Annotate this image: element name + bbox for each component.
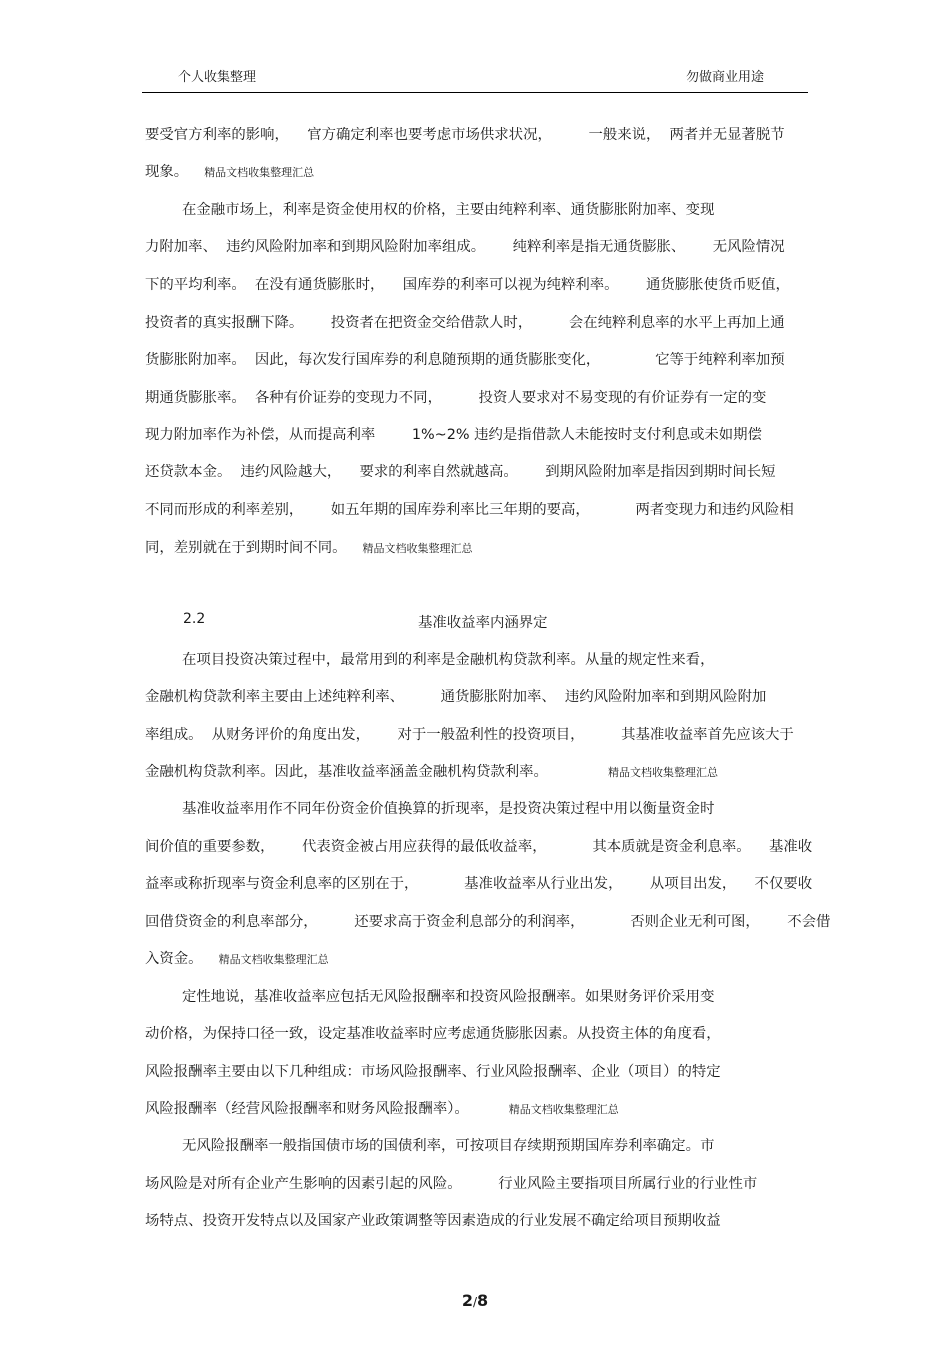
line-text: 力附加率、 违约风险附加率和到期风险附加率组成。 纯粹利率是指无通货膨胀、 无风险情况	[145, 239, 785, 255]
body-line	[145, 874, 812, 894]
watermark-note: 精品文档收集整理汇总	[508, 1103, 619, 1116]
page-header	[142, 66, 808, 93]
body-line	[145, 388, 766, 408]
watermark-note: 精品文档收集整理汇总	[607, 766, 718, 779]
body-line	[145, 1062, 721, 1082]
line-text: 货膨胀附加率。 因此，每次发行国库券的利息随预期的通货膨胀变化， 它等于纯粹利率加预	[145, 352, 785, 368]
header-right-text: 勿做商业用途	[685, 70, 764, 85]
line-text: 期通货膨胀率。 各种有价证券的变现力不同， 投资人要求对不易变现的有价证券有一定的变	[145, 390, 767, 406]
body-line	[145, 1099, 619, 1120]
line-text: 率组成。 从财务评价的角度出发， 对于一般盈利性的投资项目， 其基准收益率首先应该大于	[145, 727, 794, 743]
line-text: 还贷款本金。 违约风险越大， 要求的利率自然就越高。 到期风险附加率是指因到期时间长短	[145, 464, 776, 480]
line-text: 风险报酬率（经营风险报酬率和财务风险报酬率）。	[145, 1101, 469, 1117]
line-text: 无风险报酬率一般指国债市场的国债利率，可按项目存续期预期国库券利率确定。市	[182, 1138, 715, 1154]
line-text: 动价格，为保持口径一致，设定基准收益率时应考虑通货膨胀因素。从投资主体的角度看，	[145, 1026, 721, 1042]
line-text: 现象。	[145, 164, 189, 180]
body-line	[145, 912, 830, 932]
body-line	[145, 237, 785, 257]
line-text: 风险报酬率主要由以下几种组成：市场风险报酬率、行业风险报酬率、企业（项目）的特定	[145, 1064, 721, 1080]
body-line	[145, 1211, 721, 1231]
watermark-note: 精品文档收集整理汇总	[204, 166, 315, 179]
body-line	[145, 275, 790, 295]
line-text: 金融机构贷款利率主要由上述纯粹利率、 通货膨胀附加率、 违约风险附加率和到期风险附加	[145, 689, 767, 705]
body-line	[145, 538, 472, 559]
body-line	[182, 200, 714, 220]
body-line	[145, 350, 785, 370]
line-text: 不同而形成的利率差别， 如五年期的国库券利率比三年期的要高， 两者变现力和违约风险相	[145, 502, 794, 518]
body-line	[182, 987, 714, 1007]
line-text: 要受官方利率的影响， 官方确定利率也要考虑市场供求状况， 一般来说， 两者并无显著脱节	[145, 127, 785, 143]
body-line	[145, 500, 794, 520]
section-title: 基准收益率内涵界定	[418, 615, 548, 631]
line-text: 间价值的重要参数， 代表资金被占用应获得的最低收益率， 其本质就是资金利息率。 基准收	[145, 839, 813, 855]
body-line	[145, 725, 794, 745]
body-line	[182, 799, 714, 819]
body-line	[145, 313, 785, 333]
line-text: 益率或称折现率与资金利息率的区别在于， 基准收益率从行业出发， 从项目出发， 不仅要收	[145, 876, 813, 892]
line-text: 场风险是对所有企业产生影响的因素引起的风险。 行业风险主要指项目所属行业的行业性市	[145, 1176, 758, 1192]
body-line	[182, 650, 714, 670]
line-text: 在项目投资决策过程中，最常用到的利率是金融机构贷款利率。从量的规定性来看，	[182, 652, 715, 668]
watermark-note: 精品文档收集整理汇总	[362, 542, 473, 555]
line-text: 同，差别就在于到期时间不同。	[145, 540, 347, 556]
body-line	[145, 949, 329, 970]
body-line	[182, 1136, 714, 1156]
section-number: 2.2	[183, 611, 206, 627]
line-text: 入资金。	[145, 951, 203, 967]
line-text: 下的平均利率。 在没有通货膨胀时， 国库券的利率可以视为纯粹利率。 通货膨胀使货币贬值，	[145, 277, 790, 293]
line-text: 回借贷资金的利息率部分， 还要求高于资金利息部分的利润率， 否则企业无利可图， 不会借	[145, 914, 831, 930]
body-line	[145, 1174, 757, 1194]
body-line	[145, 162, 314, 183]
page-number	[0, 1291, 950, 1310]
line-text: 场特点、投资开发特点以及国家产业政策调整等因素造成的行业发展不确定给项目预期收益	[145, 1213, 721, 1229]
line-text: 现力附加率作为补偿，从而提高利率 1%~2% 违约是指借款人未能按时支付利息或未如期偿	[145, 427, 762, 443]
line-text: 金融机构贷款利率。因此，基准收益率涵盖金融机构贷款利率。	[145, 764, 548, 780]
page-separator: /	[472, 1295, 478, 1309]
body-line	[145, 762, 718, 783]
body-line	[145, 837, 812, 857]
line-text: 定性地说，基准收益率应包括无风险报酬率和投资风险报酬率。如果财务评价采用变	[182, 989, 715, 1005]
body-line	[145, 1024, 721, 1044]
line-text: 投资者的真实报酬下降。 投资者在把资金交给借款人时， 会在纯粹利息率的水平上再加上通	[145, 315, 785, 331]
line-text: 在金融市场上，利率是资金使用权的价格，主要由纯粹利率、通货膨胀附加率、变现	[182, 202, 715, 218]
body-line	[145, 462, 776, 482]
header-left-text: 个人收集整理	[178, 70, 257, 85]
watermark-note: 精品文档收集整理汇总	[218, 953, 329, 966]
page-total: 8	[477, 1291, 489, 1310]
line-text: 基准收益率用作不同年份资金价值换算的折现率，是投资决策过程中用以衡量资金时	[182, 801, 715, 817]
body-line	[145, 425, 762, 445]
body-line	[145, 687, 766, 707]
body-line	[145, 125, 785, 145]
page-current: 2	[461, 1291, 473, 1310]
